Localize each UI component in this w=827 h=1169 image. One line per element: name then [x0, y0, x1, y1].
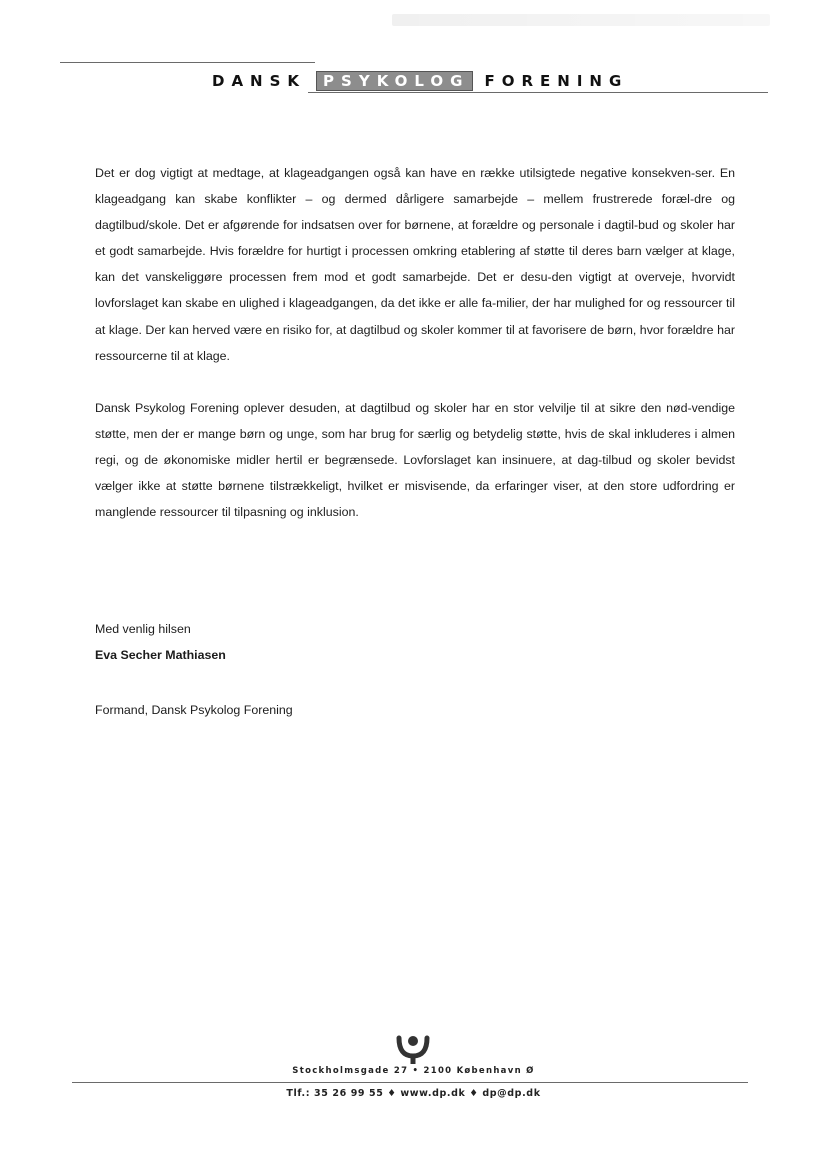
letter-body [95, 160, 735, 525]
brand-word-dansk: DANSK [212, 72, 307, 90]
greeting: Med venlig hilsen [95, 622, 191, 636]
letterhead [60, 62, 768, 96]
brand-word-forening: FORENING [484, 72, 629, 90]
signer-title: Formand, Dansk Psykolog Forening [95, 703, 293, 717]
body-paragraph: Dansk Psykolog Forening oplever desuden, at dagtilbud og skoler har en stor velvilje til at sikre den nød-vendige støtte, men der er mange børn og unge, som har brug for særlig og betydelig støtte, hvis de skal inkluderes i almen regi, og de økonomiske midler hertil er begrænsede. Lovforslaget kan insinuere, at dag-tilbud og skoler bevidst vælger ikke at støtte børnene tilstrækkeligt, hvilket er misvisende, da erfaringer viser, at den store udfordring er manglende ressourcer til tilpasning og inklusion. [95, 400, 735, 520]
footer-address: Stockholmsgade 27 • 2100 København Ø [292, 1066, 535, 1076]
brand-word-psykolog: PSYKOLOG [316, 71, 472, 91]
header-rule-bottom [308, 92, 768, 93]
signer-name: Eva Secher Mathiasen [95, 648, 226, 662]
organization-logo-text [212, 71, 628, 91]
scan-artifact [392, 14, 770, 26]
organization-emblem-icon [393, 1032, 433, 1066]
signature-block [95, 616, 226, 668]
footer-contact: Tlf.: 35 26 99 55 ♦ www.dp.dk ♦ dp@dp.dk [286, 1088, 541, 1099]
body-paragraph: Det er dog vigtigt at medtage, at klageadgangen også kan have en række utilsigtede negative konsekven-ser. En klageadgang kan skabe konflikter – og dermed dårligere samarbejde – mellem frustrerede foræl-dre og dagtilbud/skole. Det er afgørende for indsatsen over for børnene, at forældre og personale i dagtil-bud og skoler har et godt samarbejde. Hvis forældre for hurtigt i processen omkring etablering af støtte til deres barn vælger at klage, kan det vanskeliggøre processen frem mod et godt samarbejde. Det er desu-den vigtigt at overveje, hvorvidt lovforslaget kan skabe en ulighed i klageadgangen, da det ikke er alle fa-milier, der har mulighed for og ressourcer til at klage. Der kan herved være en risiko for, at dagtilbud og skoler kommer til at favorisere de børn, hvor forældre har ressourcerne til at klage. [95, 166, 735, 363]
footer-rule [72, 1082, 748, 1083]
header-rule-top [60, 62, 315, 63]
